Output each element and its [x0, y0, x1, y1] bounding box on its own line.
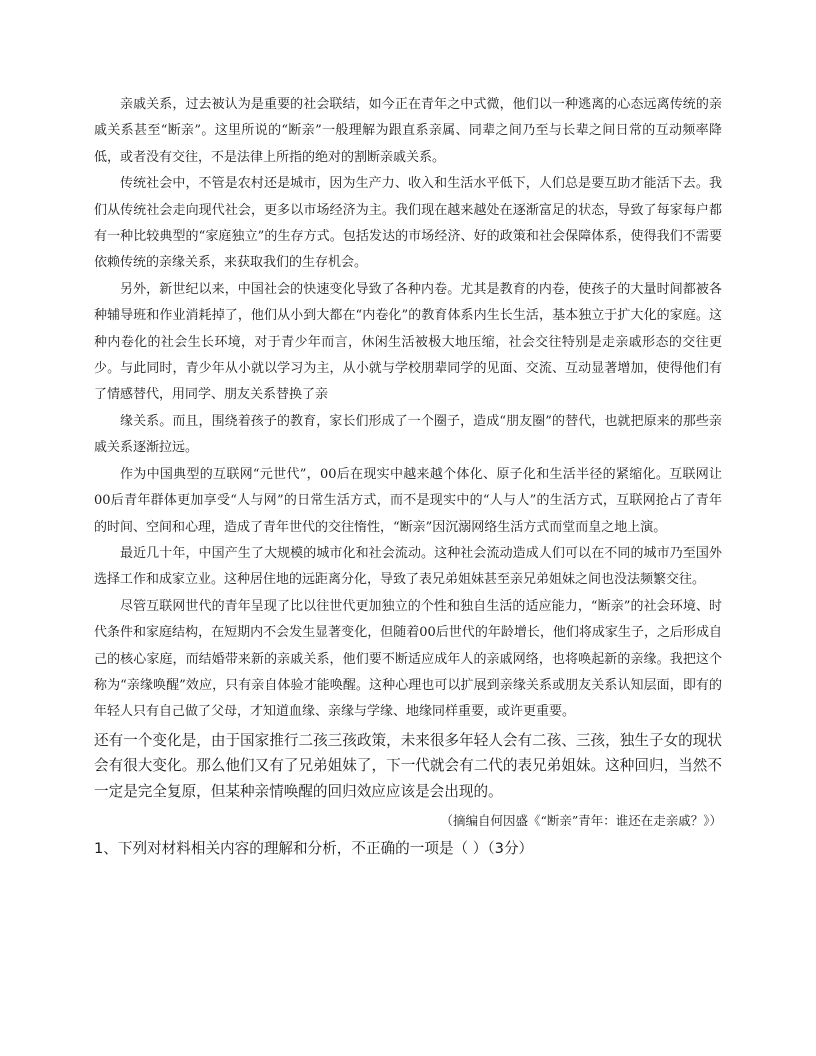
- article-paragraph-4: 缘关系。而且，围绕着孩子的教育，家长们形成了一个圈子，造成“朋友圈”的替代，也就把原来的那些亲戚关系逐渐拉远。: [94, 413, 722, 456]
- article-paragraph-8: 还有一个变化是，由于国家推行二孩三孩政策，未来很多年轻人会有二孩、三孩，独生子女的现状会有很大变化。那么他们又有了兄弟姐妹了，下一代就会有二代的表兄弟姐妹。这种回归，当然不一定是完全复原，但某种亲情唤醒的回归效应应该是会出现的。: [94, 731, 722, 800]
- article-paragraph-5: 作为中国典型的互联网“元世代”，00后在现实中越来越个体化、原子化和生活半径的紧缩化。互联网让00后青年群体更加享受“人与网”的日常生活方式，而不是现实中的“人与人”的生活方式，互联网抢占了青年的时间、空间和心理，造成了青年世代的交往惰性，“断亲”因沉溺网络生活方式而堂而皇之地上演。: [94, 466, 722, 535]
- document-page: [94, 92, 722, 862]
- article-paragraph-3: 另外，新世纪以来，中国社会的快速变化导致了各种内卷。尤其是教育的内卷，使孩子的大量时间都被各种辅导班和作业消耗掉了，他们从小到大都在“内卷化”的教育体系内生长生活，基本独立于扩大化的家庭。这种内卷化的社会生长环境，对于青少年而言，休闲生活被极大地压缩，社会交往特别是走亲戚形态的交往更少。与此同时，青少年从小就以学习为主，从小就与学校朋辈同学的见面、交流、互动显著增加，使得他们有了情感替代，用同学、朋友关系替换了亲: [94, 281, 722, 403]
- article-paragraph-7: 尽管互联网世代的青年呈现了比以往世代更加独立的个性和独自生活的适应能力，“断亲”的社会环境、时代条件和家庭结构，在短期内不会发生显著变化，但随着00后世代的年龄增长，他们将成家生子，之后形成自己的核心家庭，而结婚带来新的亲戚关系，他们要不断适应成年人的亲戚网络，也将唤起新的亲缘。我把这个称为“亲缘唤醒”效应，只有亲自体验才能唤醒。这种心理也可以扩展到亲缘关系或朋友关系认知层面，即有的年轻人只有自己做了父母，才知道血缘、亲缘与学缘、地缘同样重要，或许更重要。: [94, 598, 722, 720]
- article-paragraph-2: 传统社会中，不管是农村还是城市，因为生产力、收入和生活水平低下，人们总是要互助才能活下去。我们从传统社会走向现代社会，更多以市场经济为主。我们现在越来越处在逐渐富足的状态，导致了每家每户都有一种比较典型的“家庭独立”的生存方式。包括发达的市场经济、好的政策和社会保障体系，使得我们不需要依赖传统的亲缘关系，来获取我们的生存机会。: [94, 176, 722, 271]
- question-1-stem: 1、下列对材料相关内容的理解和分析，不正确的一项是（ ）（3分）: [94, 839, 534, 857]
- article-paragraph-1: 亲戚关系，过去被认为是重要的社会联结，如今正在青年之中式微，他们以一种逃离的心态远离传统的亲戚关系甚至“断亲”。这里所说的“断亲”一般理解为跟直系亲属、同辈之间乃至与长辈之间日常的互动频率降低，或者没有交往，不是法律上所指的绝对的割断亲戚关系。: [94, 97, 722, 165]
- article-paragraph-6: 最近几十年，中国产生了大规模的城市化和社会流动。这种社会流动造成人们可以在不同的城市乃至国外选择工作和成家立业。这种居住地的远距离分化，导致了表兄弟姐妹甚至亲兄弟姐妹之间也没法频繁交往。: [94, 545, 722, 588]
- article-source-citation: （摘编自何因盛《“断亲”青年：谁还在走亲戚？》）: [440, 812, 722, 828]
